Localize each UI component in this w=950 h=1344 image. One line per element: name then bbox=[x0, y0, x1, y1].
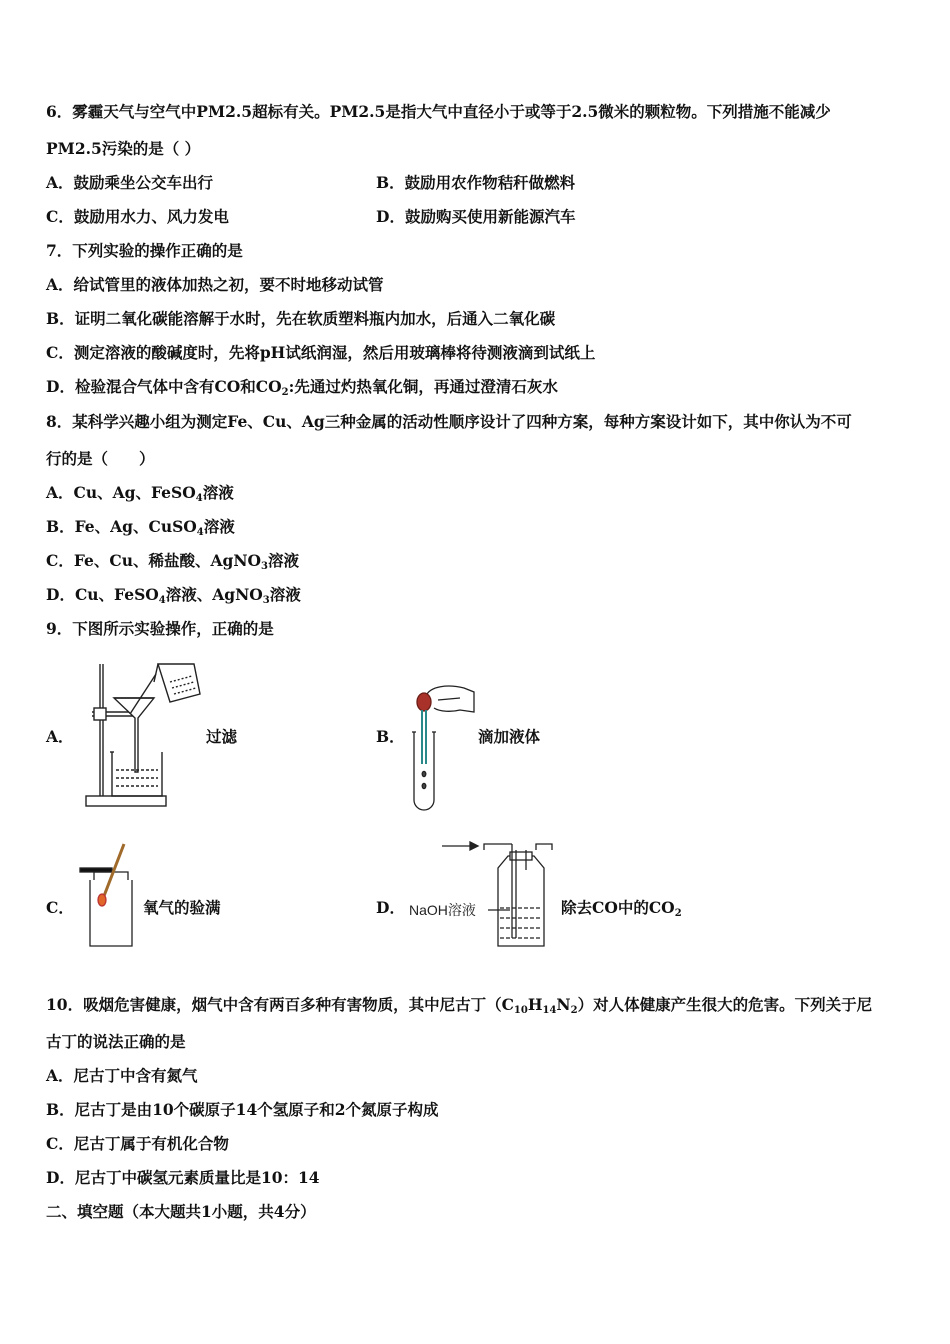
q10-option-c: C．尼古丁属于有机化合物 bbox=[46, 1134, 229, 1153]
oxygen-test-figure bbox=[80, 840, 140, 950]
q9-d-caption-sub: 2 bbox=[674, 908, 682, 919]
gas-washing-bottle-figure bbox=[440, 838, 560, 953]
q8-a-text: A．Cu、Ag、FeSO bbox=[46, 483, 196, 502]
q10-stem-line1 bbox=[46, 995, 872, 1018]
q10-sub-n: 2 bbox=[570, 1005, 578, 1016]
q8-stem-line2: 行的是（ ） bbox=[46, 449, 155, 468]
q9-option-d-caption bbox=[561, 898, 682, 921]
q7-option-c: C．测定溶液的酸碱度时，先将pH试纸润湿，然后用玻璃棒将待测液滴到试纸上 bbox=[46, 343, 596, 362]
naoh-solution-label: NaOH溶液 bbox=[409, 902, 476, 918]
q8-b-text-end: 溶液 bbox=[203, 517, 235, 536]
q9-d-caption-text: 除去CO中的CO bbox=[561, 898, 675, 917]
q6-stem-line1: 6．雾霾天气与空气中PM2.5超标有关。PM2.5是指大气中直径小于或等于2.5微米的颗粒物。下列措施不能减少 bbox=[46, 102, 831, 121]
q8-option-b bbox=[46, 517, 235, 540]
q7-option-d-text: D．检验混合气体中含有CO和CO bbox=[46, 377, 282, 396]
q9-option-a-caption: 过滤 bbox=[206, 727, 238, 746]
q9-option-c-label: C． bbox=[46, 898, 74, 917]
filtration-figure bbox=[84, 660, 214, 810]
q6-option-b: B．鼓励用农作物秸秆做燃料 bbox=[376, 173, 576, 192]
q9-option-a-label: A． bbox=[46, 727, 74, 746]
q7-option-d-text-end: :先通过灼热氧化铜，再通过澄清石灰水 bbox=[288, 377, 558, 396]
q8-option-a bbox=[46, 483, 234, 506]
q10-option-d: D．尼古丁中碳氢元素质量比是10：14 bbox=[46, 1168, 320, 1187]
q10-n: N bbox=[556, 995, 571, 1014]
q6-option-c: C．鼓励用水力、风力发电 bbox=[46, 207, 229, 226]
q8-c-text: C．Fe、Cu、稀盐酸、AgNO bbox=[46, 551, 261, 570]
q7-option-a: A．给试管里的液体加热之初，要不时地移动试管 bbox=[46, 275, 384, 294]
q7-option-d-subscript: 2 bbox=[281, 387, 289, 398]
q8-a-text-end: 溶液 bbox=[202, 483, 234, 502]
q8-d-text-mid: 溶液、AgNO bbox=[165, 585, 263, 604]
q9-option-c-caption: 氧气的验满 bbox=[143, 898, 221, 917]
q8-c-sub: 3 bbox=[261, 561, 268, 572]
q8-c-text-end: 溶液 bbox=[267, 551, 299, 570]
q6-stem-line2: PM2.5污染的是（ ） bbox=[46, 139, 201, 158]
q10-stem-text: 10．吸烟危害健康，烟气中含有两百多种有害物质，其中尼古丁（C bbox=[46, 995, 514, 1014]
q9-stem: 9．下图所示实验操作，正确的是 bbox=[46, 619, 274, 638]
q8-stem-line1: 8．某科学兴趣小组为测定Fe、Cu、Ag三种金属的活动性顺序设计了四种方案，每种方案设计如下，其中你认为不可 bbox=[46, 412, 852, 431]
section2-title: 二、填空题（本大题共1小题，共4分） bbox=[46, 1202, 316, 1221]
q8-d-text: D．Cu、FeSO bbox=[46, 585, 159, 604]
q7-option-b: B．证明二氧化碳能溶解于水时，先在软质塑料瓶内加水，后通入二氧化碳 bbox=[46, 309, 556, 328]
q10-stem-line2: 古丁的说法正确的是 bbox=[46, 1032, 186, 1051]
q10-stem-text-end: ）对人体健康产生很大的危害。下列关于尼 bbox=[577, 995, 873, 1014]
q8-b-sub: 4 bbox=[196, 527, 204, 538]
q10-option-b: B．尼古丁是由10个碳原子14个氢原子和2个氮原子构成 bbox=[46, 1100, 439, 1119]
q6-option-d: D．鼓励购买使用新能源汽车 bbox=[376, 207, 576, 226]
q7-stem: 7．下列实验的操作正确的是 bbox=[46, 241, 243, 260]
q7-option-d bbox=[46, 377, 558, 400]
q9-option-b-label: B． bbox=[376, 727, 405, 746]
q8-d-sub1: 4 bbox=[158, 595, 166, 606]
q9-option-d-label: D． bbox=[376, 898, 405, 917]
q10-sub-h: 14 bbox=[542, 1005, 557, 1016]
q8-option-c bbox=[46, 551, 299, 574]
q8-option-d bbox=[46, 585, 301, 608]
dropper-figure bbox=[408, 682, 478, 812]
q10-sub-c: 10 bbox=[513, 1005, 528, 1016]
q8-d-text-end: 溶液 bbox=[269, 585, 301, 604]
q10-option-a: A．尼古丁中含有氮气 bbox=[46, 1066, 198, 1085]
q9-option-b-caption: 滴加液体 bbox=[478, 727, 541, 746]
q8-b-text: B．Fe、Ag、CuSO bbox=[46, 517, 197, 536]
q8-a-sub: 4 bbox=[195, 493, 203, 504]
q6-option-a: A．鼓励乘坐公交车出行 bbox=[46, 173, 214, 192]
q10-h: H bbox=[527, 995, 543, 1014]
q8-d-sub2: 3 bbox=[262, 595, 270, 606]
